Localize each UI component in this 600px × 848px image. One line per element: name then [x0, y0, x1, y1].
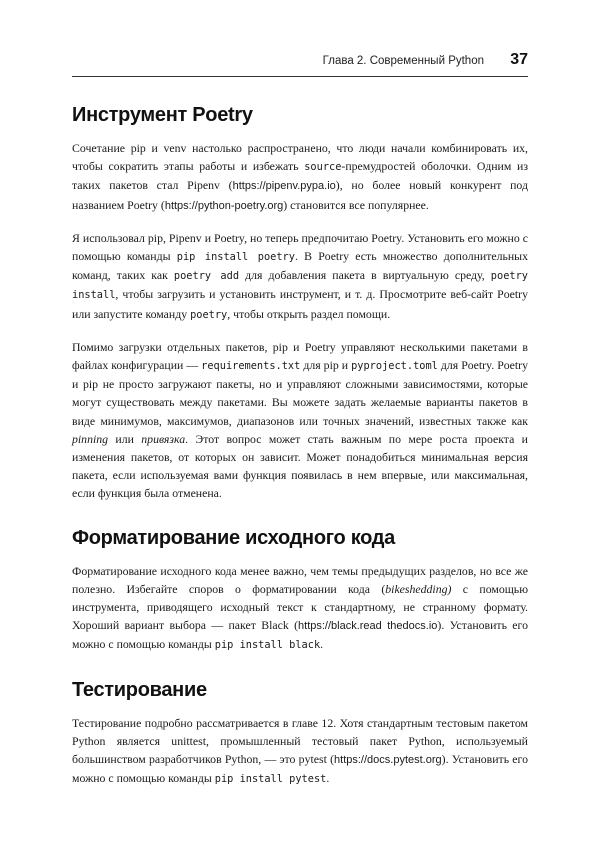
section-poetry — [72, 104, 528, 503]
inline-code: pyproject.toml — [351, 360, 438, 373]
section-title: Тестирование — [72, 678, 207, 701]
text-run: ). Установить его можно с помощью команды — [72, 752, 528, 786]
text-run: , чтобы загрузить и установить инструмент, и т. д. Просмотрите веб-сайт Poetry или запустите команду — [72, 287, 528, 321]
paragraph — [72, 562, 528, 655]
header-rule — [72, 76, 528, 77]
text-run: Помимо загрузки отдельных пакетов, pip и Poetry управляют несколькими пакетами в файлах конфигурации — — [72, 339, 528, 373]
section-title: Форматирование исходного кода — [72, 526, 396, 549]
inline-code: source — [304, 161, 342, 174]
text-run: или — [108, 431, 142, 446]
paragraph — [72, 338, 528, 503]
paragraph — [72, 229, 528, 324]
paragraph — [72, 714, 528, 789]
text-run: . В Poetry есть множество дополнительных команд, таких как — [72, 249, 529, 283]
inline-code: poetry add — [173, 270, 240, 283]
inline-code: pip install pytest — [214, 773, 327, 786]
inline-code: pip install poetry — [176, 251, 295, 264]
url-text: https://docs.pytest.org — [334, 754, 442, 767]
emphasis: привязка — [141, 431, 186, 446]
text-run: . — [320, 637, 324, 652]
text-run: -премудростей оболочки. Одним из таких пакетов стал Pipenv ( — [72, 159, 528, 193]
page-number: 37 — [510, 51, 528, 68]
section-title: Инструмент Poetry — [72, 104, 253, 126]
inline-code: requirements.txt — [201, 360, 301, 373]
url-text: https://black.read thedocs.io — [298, 620, 438, 633]
text-run: ), но более новый конкурент под названием Poetry ( — [72, 178, 528, 212]
url-text: https://python-poetry.org — [164, 199, 284, 212]
running-header — [72, 52, 528, 74]
text-run: с помощью инструмента, приводящего исходный текст к стандартному, не странному формату. Хороший вариант выбора — пакет Black ( — [72, 581, 529, 633]
page-body — [72, 104, 528, 802]
text-run: Тестирование подробно рассматривается в главе 12. Хотя стандартным тестовым пакетом Python является unittest, промышленный тестовый пакет Python, используемый большинством разработчиков Python, — это pytest ( — [72, 715, 528, 767]
paragraph — [72, 139, 528, 215]
text-run: . Этот вопрос может стать важным по мере роста проекта и изменения пакетов, от которых он зависит. Может понадобиться минимальная версия пакета, если используемая вами функция появилась в нем впервые, или максимальная, если функция была отменена. — [72, 431, 528, 501]
url-text: https://pipenv.pypa.io — [232, 180, 336, 193]
section-formatting — [72, 527, 528, 655]
text-run: ). Установить его можно с помощью команды — [72, 618, 528, 652]
emphasis: bikeshedding) — [385, 581, 452, 596]
text-run: для pip и — [300, 358, 352, 373]
text-run: Я использовал pip, Pipenv и Poetry, но теперь предпочитаю Poetry. Установить его можно с помощью команды — [72, 230, 528, 264]
inline-code: pip install black — [214, 639, 321, 652]
text-run: , чтобы открыть раздел помощи. — [227, 306, 391, 321]
text-run: . — [326, 771, 330, 786]
inline-code: poetry install — [72, 270, 528, 302]
chapter-title: Глава 2. Современный Python — [322, 55, 484, 67]
text-run: для Poetry. Poetry и pip не просто загружают пакеты, но и управляют сложными зависимостями, которые могут существовать между пакетами. Вы можете задать желаемые варианты пакетов в виде минимумов, максимумов, диапазонов или точных значений, известных также как — [72, 358, 528, 428]
section-testing — [72, 679, 528, 789]
text-run: ) становится все популярнее. — [283, 197, 429, 212]
text-run: Сочетание pip и venv настолько распространено, что люди начали комбинировать их, чтобы сократить этапы работы и избежать — [72, 141, 528, 174]
emphasis: pinning — [72, 431, 109, 446]
inline-code: poetry — [190, 308, 228, 321]
text-run: Форматирование исходного кода менее важно, чем темы предыдущих разделов, но все же полезно. Избегайте споров о форматировании кода ( — [72, 563, 528, 596]
text-run: для добавления пакета в виртуальную среду, — [239, 268, 491, 283]
